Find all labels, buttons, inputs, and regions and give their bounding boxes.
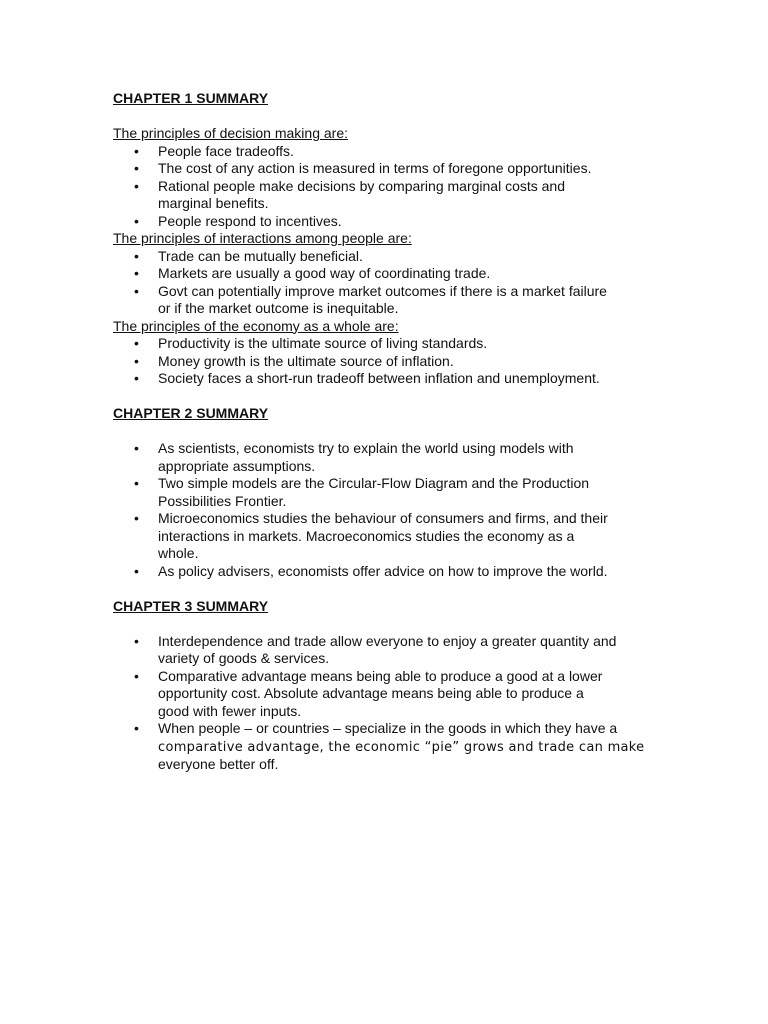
- decision-making-list: [113, 143, 673, 231]
- chapter-2-title: CHAPTER 2 SUMMARY: [113, 405, 269, 421]
- document-page: [113, 90, 673, 774]
- list-item: • As scientists, economists try to explain the world using models with appropriate assumptions.: [134, 440, 574, 474]
- bullet-icon: •: [134, 247, 139, 264]
- list-item: • People face tradeoffs.: [134, 142, 294, 159]
- chapter-1-summary: [113, 90, 673, 388]
- bullet-icon: •: [134, 720, 139, 736]
- bullet-icon: •: [134, 142, 139, 159]
- list-item: • Microeconomics studies the behaviour of consumers and firms, and their interactions in markets. Macroeconomics studies the economy as a whole.: [134, 510, 608, 561]
- list-item: • Comparative advantage means being able to produce a good at a lower opportunity cost. Absolute advantage means being able to produce a good with fewer inputs.: [134, 667, 603, 719]
- chapter-1-title: CHAPTER 1 SUMMARY: [113, 90, 269, 106]
- bullet-icon: •: [134, 160, 139, 176]
- bullet-icon: •: [134, 475, 139, 491]
- interactions-list: [113, 248, 673, 318]
- list-item: • The cost of any action is measured in terms of foregone opportunities.: [134, 160, 592, 176]
- chapter-3-title: CHAPTER 3 SUMMARY: [113, 597, 269, 614]
- list-item: • Govt can potentially improve market outcomes if there is a market failure or if the market outcome is inequitable.: [134, 282, 607, 316]
- list-item: • Productivity is the ultimate source of living standards.: [134, 335, 488, 351]
- decision-making-heading: The principles of decision making are:: [113, 125, 349, 141]
- list-item: • Trade can be mutually beneficial.: [134, 247, 363, 264]
- bullet-icon: •: [134, 632, 139, 649]
- list-item: • As policy advisers, economists offer advice on how to improve the world.: [134, 562, 608, 579]
- bullet-icon: •: [134, 440, 139, 456]
- bullet-icon: •: [134, 265, 139, 281]
- bullet-icon: •: [134, 370, 139, 386]
- list-item: • When people – or countries – specialize in the goods in which they have a comparative advantage, the economic “pie” grows and trade can make everyone better off.: [134, 720, 645, 772]
- chapter-3-list: [113, 633, 673, 774]
- bullet-icon: •: [134, 282, 139, 299]
- bullet-icon: •: [134, 177, 139, 194]
- list-item: • Money growth is the ultimate source of inflation.: [134, 352, 454, 369]
- list-item: • Rational people make decisions by comparing marginal costs and marginal benefits.: [134, 177, 565, 211]
- bullet-icon: •: [134, 667, 139, 684]
- chapter-3-summary: [113, 598, 673, 774]
- bullet-icon: •: [134, 212, 139, 229]
- bullet-icon: •: [134, 352, 139, 369]
- economy-list: [113, 335, 673, 388]
- list-item: • Interdependence and trade allow everyone to enjoy a greater quantity and variety of goods & services.: [134, 632, 617, 666]
- chapter-2-summary: [113, 405, 673, 580]
- list-item: • People respond to incentives.: [134, 212, 342, 229]
- interactions-heading: The principles of interactions among people are:: [113, 230, 412, 246]
- economy-heading: The principles of the economy as a whole are:: [113, 317, 399, 334]
- list-item: • Two simple models are the Circular-Flow Diagram and the Production Possibilities Frontier.: [134, 475, 590, 509]
- chapter-2-list: [113, 440, 673, 580]
- list-item: • Society faces a short-run tradeoff between inflation and unemployment.: [134, 370, 600, 386]
- bullet-icon: •: [134, 335, 139, 351]
- list-item: • Markets are usually a good way of coordinating trade.: [134, 265, 491, 281]
- bullet-icon: •: [134, 510, 139, 526]
- bullet-icon: •: [134, 562, 139, 579]
